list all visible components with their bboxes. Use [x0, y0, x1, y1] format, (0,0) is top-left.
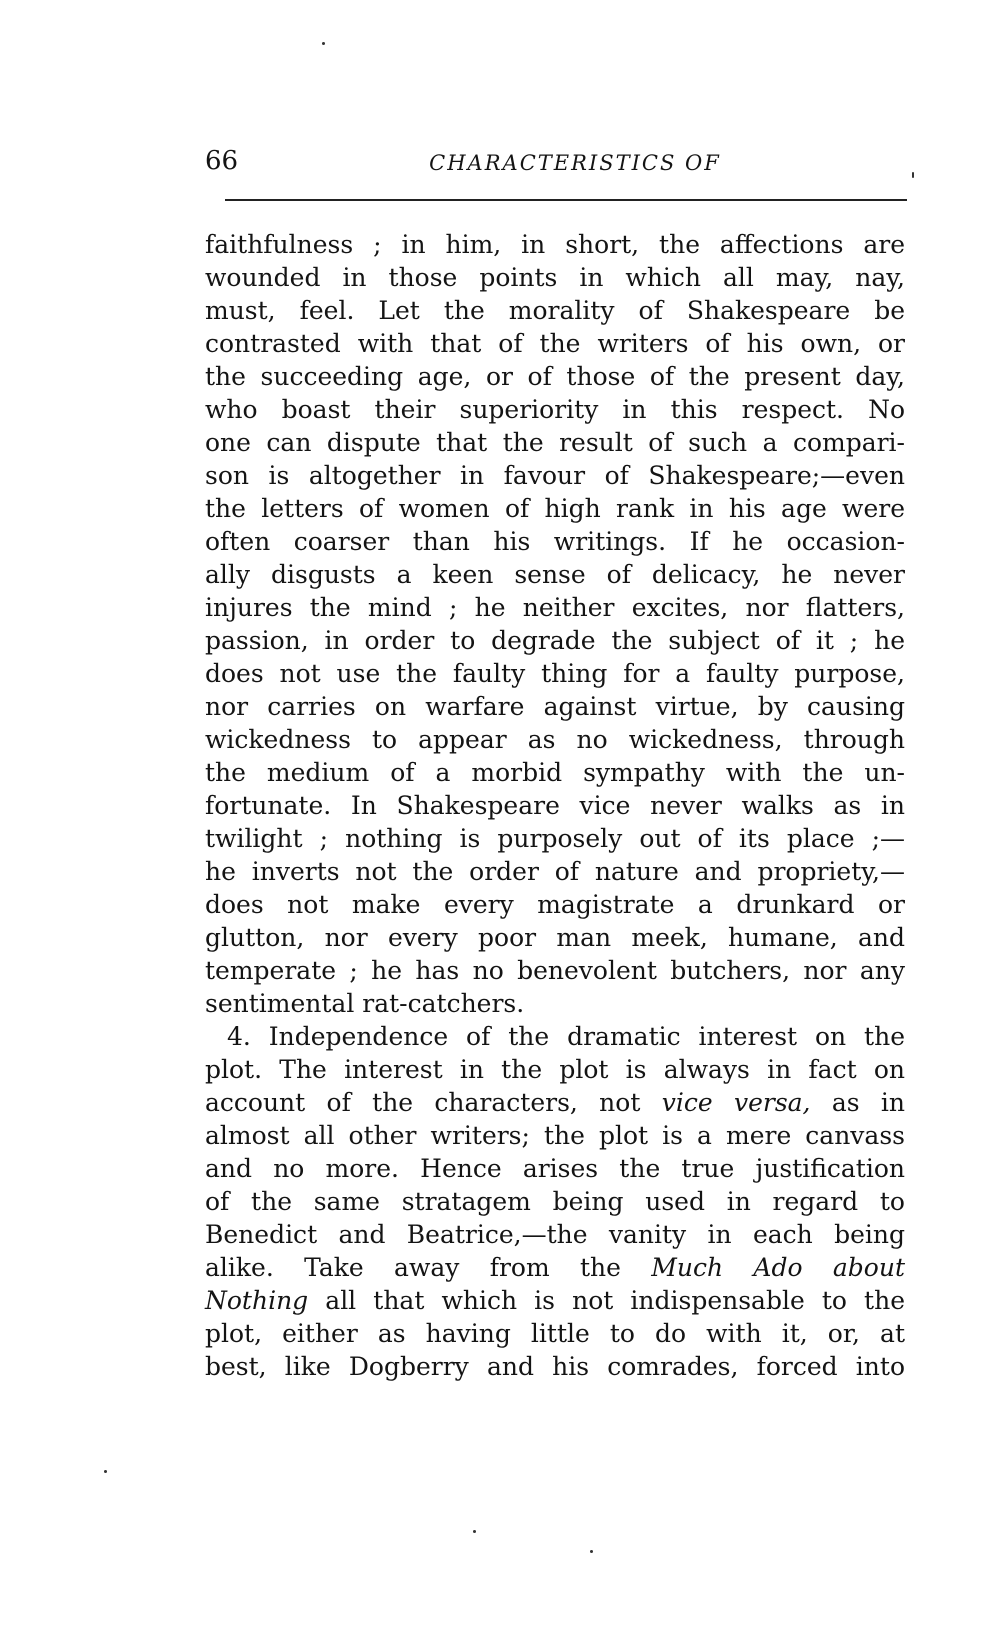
text-run: all that which is not indispensable to the: [308, 1286, 905, 1315]
text-line: the letters of women of high rank in his age were: [205, 494, 905, 523]
text-line: ally disgusts a keen sense of delicacy, he never: [205, 560, 905, 589]
text-line: fortunate. In Shakespeare vice never walks as in: [205, 791, 905, 820]
text-line: plot. The interest in the plot is always in fact on: [205, 1055, 905, 1084]
text-line: twilight ; nothing is purposely out of its place ;—: [205, 824, 905, 853]
text-line: does not use the faulty thing for a faulty purpose,: [205, 659, 905, 688]
page-number: 66: [205, 146, 239, 176]
text-line: he inverts not the order of nature and propriety,—: [205, 857, 905, 886]
print-speck: [590, 1550, 593, 1553]
text-line: temperate ; he has no benevolent butchers, nor any: [205, 956, 905, 985]
text-line: [205, 1251, 905, 1284]
text-line: wounded in those points in which all may, nay,: [205, 263, 905, 292]
italic-title: Nothing: [205, 1286, 309, 1315]
text-line: nor carries on warfare against virtue, by causing: [205, 692, 905, 721]
text-line: [205, 1284, 905, 1317]
italic-title: Much Ado about: [651, 1253, 905, 1282]
print-speck: [473, 1530, 476, 1533]
text-line: the medium of a morbid sympathy with the un-: [205, 758, 905, 787]
text-line: and no more. Hence arises the true justification: [205, 1154, 905, 1183]
text-line: son is altogether in favour of Shakespeare;—even: [205, 461, 905, 490]
text-line: best, like Dogberry and his comrades, forced into: [205, 1352, 905, 1381]
text-run: alike. Take away from the: [205, 1253, 652, 1282]
text-line: [205, 1086, 905, 1119]
text-line: contrasted with that of the writers of his own, or: [205, 329, 905, 358]
text-line: plot, either as having little to do with it, or, at: [205, 1319, 905, 1348]
print-speck: [104, 1470, 107, 1473]
text-line: injures the mind ; he neither excites, nor flatters,: [205, 593, 905, 622]
print-speck: [322, 42, 325, 45]
running-head: CHARACTERISTICS OF: [429, 151, 721, 175]
text-line: glutton, nor every poor man meek, humane, and: [205, 923, 905, 952]
text-line: wickedness to appear as no wickedness, through: [205, 725, 905, 754]
text-line: 4. Independence of the dramatic interest on the: [227, 1022, 905, 1051]
text-line: faithfulness ; in him, in short, the affections are: [205, 230, 905, 259]
text-line: Benedict and Beatrice,—the vanity in each being: [205, 1220, 905, 1249]
text-line: passion, in order to degrade the subject of it ; he: [205, 626, 905, 655]
text-line: almost all other writers; the plot is a mere canvass: [205, 1121, 905, 1150]
text-line: often coarser than his writings. If he occasion-: [205, 527, 905, 556]
page-header: [205, 146, 905, 182]
text-run: account of the characters, not: [205, 1088, 662, 1117]
text-line: who boast their superiority in this respect. No: [205, 395, 905, 424]
text-line: one can dispute that the result of such a compari-: [205, 428, 905, 457]
text-line: of the same stratagem being used in regard to: [205, 1187, 905, 1216]
body-text: [205, 228, 905, 1383]
italic-phrase: vice versa,: [661, 1088, 811, 1117]
print-speck: [912, 172, 914, 178]
text-line: does not make every magistrate a drunkard or: [205, 890, 905, 919]
text-run: as in: [810, 1088, 905, 1117]
text-line: the succeeding age, or of those of the present day,: [205, 362, 905, 391]
text-line: must, feel. Let the morality of Shakespeare be: [205, 296, 905, 325]
header-rule: [225, 199, 907, 201]
text-line: sentimental rat-catchers.: [205, 989, 525, 1018]
